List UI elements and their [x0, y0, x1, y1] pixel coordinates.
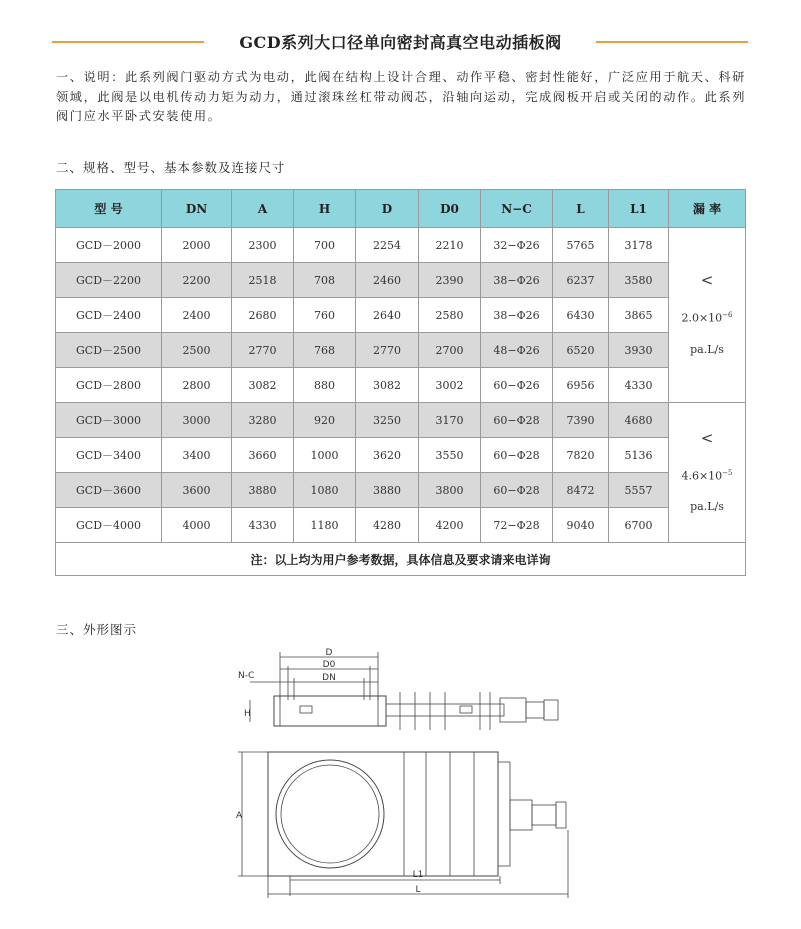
- dim-label-d0: D0: [322, 660, 336, 670]
- leak-unit: pa.L/s: [690, 342, 724, 356]
- cell-l1: 3930: [609, 333, 669, 368]
- cell-l: 6430: [553, 298, 609, 333]
- title-decor-line-left: [52, 41, 204, 43]
- cell-l: 8472: [553, 473, 609, 508]
- cell-h: 760: [294, 298, 356, 333]
- cell-l1: 4680: [609, 403, 669, 438]
- leak-rate-cell-group-1: [669, 228, 746, 403]
- cell-h: 880: [294, 368, 356, 403]
- valve-outline-drawing: [230, 640, 580, 900]
- cell-nc: 60−Φ28: [481, 403, 553, 438]
- cell-h: 768: [294, 333, 356, 368]
- table-note: 注：以上均为用户参考数据，具体信息及要求请来电详询: [56, 543, 746, 576]
- col-header-a: A: [232, 190, 294, 228]
- cell-model: GCD－2500: [56, 333, 162, 368]
- cell-l1: 3178: [609, 228, 669, 263]
- cell-dn: 3600: [162, 473, 232, 508]
- cell-dn: 2800: [162, 368, 232, 403]
- cell-h: 700: [294, 228, 356, 263]
- dim-label-nc: N-C: [238, 671, 255, 681]
- cell-dn: 3400: [162, 438, 232, 473]
- cell-d: 4280: [356, 508, 419, 543]
- cell-model: GCD－2200: [56, 263, 162, 298]
- leak-exponent: −5: [722, 468, 733, 477]
- col-header-d0: D0: [419, 190, 481, 228]
- cell-d0: 2390: [419, 263, 481, 298]
- cell-model: GCD－4000: [56, 508, 162, 543]
- cell-nc: 38−Φ26: [481, 298, 553, 333]
- cell-h: 1000: [294, 438, 356, 473]
- valve-front-view: [238, 752, 566, 876]
- cell-d0: 3170: [419, 403, 481, 438]
- cell-a: 2518: [232, 263, 294, 298]
- cell-d: 2254: [356, 228, 419, 263]
- cell-nc: 60−Φ26: [481, 368, 553, 403]
- leak-rate-cell-group-2: [669, 403, 746, 543]
- cell-nc: 60−Φ28: [481, 473, 553, 508]
- section-title-specs: 二、规格、型号、基本参数及连接尺寸: [56, 160, 286, 175]
- dim-label-l1: L1: [412, 870, 424, 880]
- cell-h: 1080: [294, 473, 356, 508]
- leak-value: $2.0\times 10^{-6}$: [681, 311, 733, 325]
- cell-l1: 3580: [609, 263, 669, 298]
- table-row: [56, 508, 746, 543]
- intro-paragraph: 一、说明：此系列阀门驱动方式为电动，此阀在结构上设计合理、动作平稳、密封性能好，广泛应用于航天、科研领域，此阀是以电机传动力矩为动力，通过滚珠丝杠带动阀芯，沿轴向运动，完成阀板开启或关闭的动作。此系列阀门应水平卧式安装使用。: [56, 70, 746, 123]
- cell-nc: 48−Φ26: [481, 333, 553, 368]
- page-title: GCD系列大口径单向密封高真空电动插板阀: [239, 33, 562, 52]
- cell-l1: 6700: [609, 508, 669, 543]
- cell-a: 3082: [232, 368, 294, 403]
- dim-label-d: D: [325, 648, 333, 658]
- cell-nc: 32−Φ26: [481, 228, 553, 263]
- table-row: [56, 403, 746, 438]
- dim-label-h: H: [244, 709, 251, 719]
- dim-label-a: A: [236, 811, 243, 821]
- cell-l: 6956: [553, 368, 609, 403]
- cell-d: 3250: [356, 403, 419, 438]
- cell-dn: 2000: [162, 228, 232, 263]
- cell-l1: 3865: [609, 298, 669, 333]
- cell-dn: 4000: [162, 508, 232, 543]
- cell-l: 9040: [553, 508, 609, 543]
- cell-d0: 2700: [419, 333, 481, 368]
- cell-model: GCD－3000: [56, 403, 162, 438]
- valve-side-view: [250, 692, 558, 730]
- cell-l: 6237: [553, 263, 609, 298]
- table-row: [56, 228, 746, 263]
- cell-a: 3880: [232, 473, 294, 508]
- cell-a: 3660: [232, 438, 294, 473]
- cell-d: 2770: [356, 333, 419, 368]
- cell-d0: 2580: [419, 298, 481, 333]
- cell-a: 2770: [232, 333, 294, 368]
- cell-l1: 5136: [609, 438, 669, 473]
- cell-d0: 3550: [419, 438, 481, 473]
- table-row: [56, 368, 746, 403]
- col-header-d: D: [356, 190, 419, 228]
- leak-exponent: −6: [722, 311, 733, 320]
- cell-d: 2460: [356, 263, 419, 298]
- cell-a: 2680: [232, 298, 294, 333]
- cell-dn: 3000: [162, 403, 232, 438]
- table-row: [56, 473, 746, 508]
- cell-model: GCD－3600: [56, 473, 162, 508]
- cell-d0: 3800: [419, 473, 481, 508]
- cell-nc: 60−Φ28: [481, 438, 553, 473]
- cell-d: 3880: [356, 473, 419, 508]
- col-header-h: H: [294, 190, 356, 228]
- dim-label-l: L: [415, 885, 421, 895]
- table-note-row: [56, 543, 746, 576]
- table-row: [56, 263, 746, 298]
- cell-nc: 38−Φ26: [481, 263, 553, 298]
- cell-d: 3620: [356, 438, 419, 473]
- cell-l1: 5557: [609, 473, 669, 508]
- leak-less-than: <: [700, 271, 714, 290]
- table-row: [56, 438, 746, 473]
- cell-a: 4330: [232, 508, 294, 543]
- cell-h: 920: [294, 403, 356, 438]
- dim-label-dn: DN: [322, 673, 336, 683]
- cell-l: 7390: [553, 403, 609, 438]
- cell-a: 3280: [232, 403, 294, 438]
- cell-h: 708: [294, 263, 356, 298]
- col-header-nc: N−C: [481, 190, 553, 228]
- col-header-l1: L1: [609, 190, 669, 228]
- leak-unit: pa.L/s: [690, 500, 724, 514]
- col-header-leak-rate: 漏 率: [669, 190, 746, 228]
- title-row: [0, 30, 801, 54]
- leak-value: $4.6\times 10^{-5}$: [681, 468, 733, 483]
- cell-d0: 4200: [419, 508, 481, 543]
- col-header-dn: DN: [162, 190, 232, 228]
- cell-model: GCD－2400: [56, 298, 162, 333]
- col-header-model: 型 号: [56, 190, 162, 228]
- title-decor-line-right: [596, 41, 748, 43]
- cell-nc: 72−Φ28: [481, 508, 553, 543]
- cell-a: 2300: [232, 228, 294, 263]
- section-title-drawing: 三、外形图示: [56, 622, 138, 637]
- cell-d: 3082: [356, 368, 419, 403]
- cell-l: 7820: [553, 438, 609, 473]
- spec-table: [55, 189, 746, 576]
- cell-dn: 2200: [162, 263, 232, 298]
- cell-l: 6520: [553, 333, 609, 368]
- dimension-lines-top: [250, 652, 378, 700]
- cell-l: 5765: [553, 228, 609, 263]
- cell-d0: 2210: [419, 228, 481, 263]
- cell-model: GCD－3400: [56, 438, 162, 473]
- cell-dn: 2400: [162, 298, 232, 333]
- cell-d: 2640: [356, 298, 419, 333]
- table-row: [56, 298, 746, 333]
- cell-model: GCD－2800: [56, 368, 162, 403]
- table-header-row: [56, 190, 746, 228]
- col-header-l: L: [553, 190, 609, 228]
- table-row: [56, 333, 746, 368]
- cell-h: 1180: [294, 508, 356, 543]
- cell-model: GCD－2000: [56, 228, 162, 263]
- cell-l1: 4330: [609, 368, 669, 403]
- cell-d0: 3002: [419, 368, 481, 403]
- leak-less-than: <: [700, 428, 714, 447]
- cell-dn: 2500: [162, 333, 232, 368]
